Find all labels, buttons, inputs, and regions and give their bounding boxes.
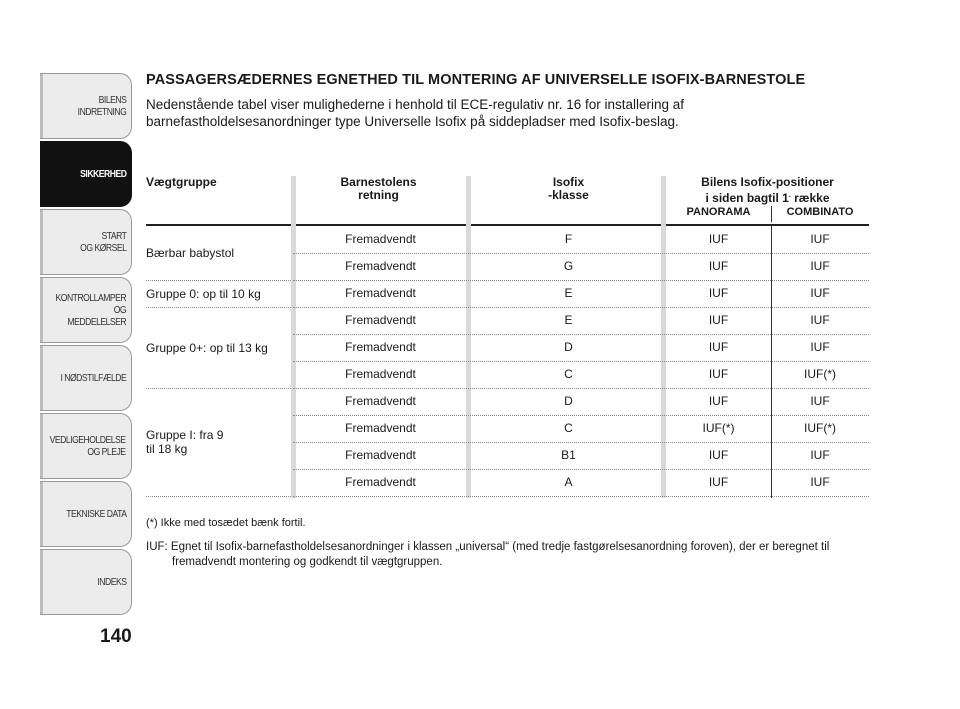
cell-combinato: IUF [810,448,830,462]
cell-direction: Fremadvendt [345,313,416,327]
header-positions-line1: Bilens Isofix-positioner [701,175,834,189]
cell-panorama: IUF(*) [702,421,735,435]
cell-panorama: IUF [708,259,729,273]
tab-label: START OG KØRSEL [79,230,126,254]
cell-panorama: IUF [708,394,729,408]
header-divider [771,206,772,222]
table-row [293,469,869,497]
cell-panorama: IUF [708,448,729,462]
tab-label: I NØDSTILFÆLDE [60,372,126,384]
tab-i-nødstilfælde[interactable] [40,345,132,411]
header-weight-group: Vægtgruppe [146,175,217,189]
header-direction: Barnestolens retning [340,175,417,202]
weight-group-label: Gruppe I: fra 9 til 18 kg [146,388,291,497]
table-row [293,334,869,362]
table-row [293,226,869,254]
weight-group-label: Gruppe 0: op til 10 kg [146,280,291,308]
cell-panorama: IUF [708,367,729,381]
table-row [293,253,869,281]
tab-indeks[interactable] [40,549,132,615]
cell-panorama: IUF [708,340,729,354]
column-separator [466,176,471,226]
weight-group-label: Bærbar babystol [146,226,291,281]
tab-start-og-kørsel[interactable] [40,209,132,275]
cell-panorama: IUF [708,286,729,300]
table-row [293,388,869,416]
cell-isofix-class: B1 [561,448,576,462]
intro-text: Nedenstående tabel viser mulighederne i henhold til ECE-regulativ nr. 16 for installering af barnefastholdelsesanordninger type Universelle Isofix på siddepladser med Isofix-beslag. [146,97,685,129]
cell-combinato: IUF [810,340,830,354]
page-number: 140 [100,626,132,647]
cell-isofix-class: F [564,232,573,246]
cell-isofix-class: E [564,286,573,300]
cell-direction: Fremadvendt [345,232,416,246]
tab-vedligeholdelse-og-pleje[interactable] [40,413,132,479]
cell-direction: Fremadvendt [345,448,416,462]
cell-direction: Fremadvendt [345,394,416,408]
column-separator [661,176,666,226]
table-header [146,174,869,226]
tab-label: INDEKS [96,576,126,588]
cell-direction: Fremadvendt [345,421,416,435]
tab-sikkerhed[interactable] [40,141,132,207]
table-row [293,442,869,470]
cell-panorama: IUF [708,313,729,327]
tab-label: SIKKERHED [79,168,126,180]
chapter-tabs [40,73,132,617]
column-separator [291,176,296,226]
cell-isofix-class: D [564,340,573,354]
isofix-table [146,174,869,498]
cell-panorama: IUF [708,475,729,489]
cell-isofix-class: D [564,394,573,408]
cell-combinato: IUF [810,286,830,300]
tab-label: TEKNISKE DATA [65,508,126,520]
cell-isofix-class: C [564,367,573,381]
header-positions-line2: i siden bagtil 1. række [705,191,830,205]
tab-label: VEDLIGEHOLDELSE OG PLEJE [50,434,126,458]
cell-combinato: IUF [810,259,830,273]
table-row [293,361,869,389]
table-row [293,280,869,308]
cell-direction: Fremadvendt [345,259,416,273]
page-title: PASSAGERSÆDERNES EGNETHED TIL MONTERING AF UNIVERSELLE ISOFIX-BARNESTOLE [146,72,806,88]
tab-label: KONTROLLAMPER OG MEDDELELSER [55,292,126,328]
header-combinato: COMBINATO [786,206,854,218]
cell-combinato: IUF(*) [804,367,836,381]
cell-direction: Fremadvendt [345,475,416,489]
tab-tekniske-data[interactable] [40,481,132,547]
cell-direction: Fremadvendt [345,286,416,300]
cell-isofix-class: C [564,421,573,435]
weight-group-label: Gruppe 0+: op til 13 kg [146,307,291,389]
tab-label: BILENS INDRETNING [77,94,126,118]
header-panorama: PANORAMA [686,206,751,218]
cell-combinato: IUF [810,232,830,246]
table-row [293,415,869,443]
table-row [293,307,869,335]
cell-isofix-class: G [563,259,574,273]
header-positions [666,176,869,205]
tab-kontrollamper-og-meddelelser[interactable] [40,277,132,343]
cell-isofix-class: A [564,475,573,489]
cell-combinato: IUF(*) [804,421,836,435]
cell-combinato: IUF [810,475,830,489]
cell-direction: Fremadvendt [345,367,416,381]
header-isofix-class: Isofix -klasse [548,175,589,202]
cell-direction: Fremadvendt [345,340,416,354]
cell-combinato: IUF [810,394,830,408]
footnote: (*) Ikke med tosædet bænk fortil. [146,517,306,529]
table-body [146,226,869,498]
iuf-legend: IUF: Egnet til Isofix-barnefastholdelsesanordninger i klassen „universal“ (med tredje fastgørelsesanordning foroven), der er beregnet til fremadvendt montering og godkendt til vægtgruppen. [146,541,830,568]
cell-panorama: IUF [708,232,729,246]
tab-bilens-indretning[interactable] [40,73,132,139]
cell-combinato: IUF [810,313,830,327]
cell-isofix-class: E [564,313,573,327]
